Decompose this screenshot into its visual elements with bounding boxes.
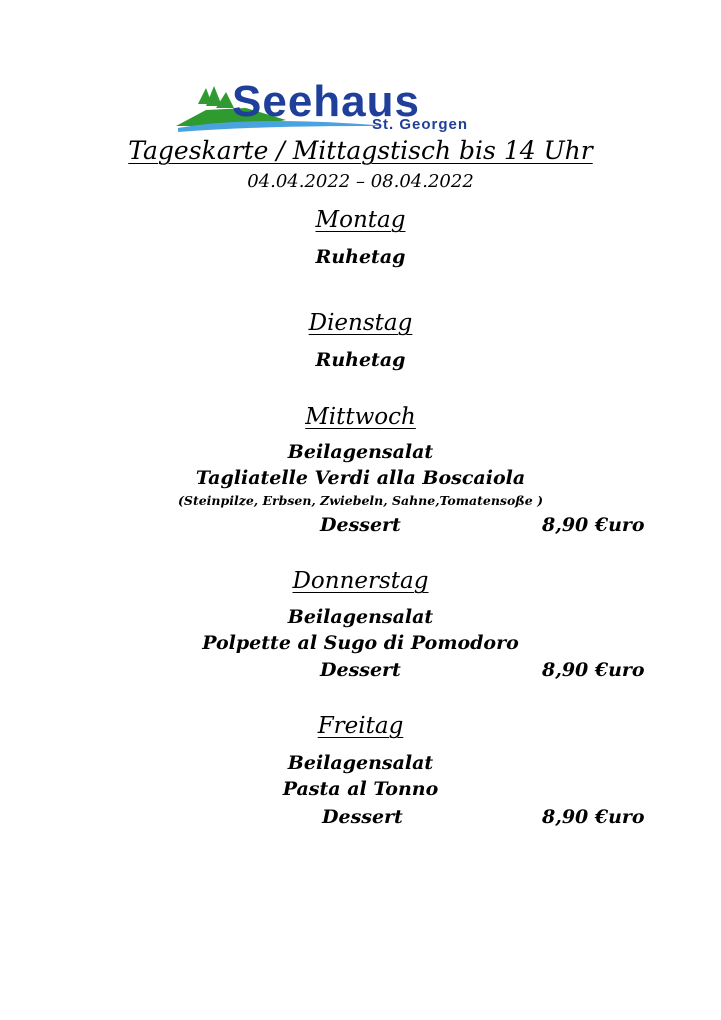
day-name: Freitag: [317, 713, 404, 739]
seehaus-logo: [176, 82, 548, 134]
day-name: Donnerstag: [292, 568, 429, 594]
day-heading-freitag: [0, 711, 721, 741]
day-name: Montag: [315, 207, 406, 233]
menu-item: Ruhetag: [315, 246, 406, 268]
page-title: [0, 134, 721, 168]
menu-item: Ruhetag: [315, 349, 406, 371]
page-title-text: Tageskarte / Mittagstisch bis 14 Uhr: [128, 136, 593, 165]
dessert-row: [0, 804, 721, 830]
day-heading-donnerstag: [0, 566, 721, 596]
date-range: 04.04.2022 – 08.04.2022: [247, 171, 474, 192]
svg-text:St. Georgen: St. Georgen: [372, 116, 469, 133]
dessert-label: Dessert: [322, 806, 403, 828]
menu-item: Beilagensalat: [287, 441, 434, 463]
price: 8,90 €uro: [542, 514, 645, 536]
menu-item: Polpette al Sugo di Pomodoro: [202, 632, 519, 654]
svg-text:Seehaus: Seehaus: [232, 82, 420, 126]
day-name: Mittwoch: [305, 404, 416, 430]
menu-item: Beilagensalat: [287, 752, 434, 774]
day-name: Dienstag: [308, 310, 413, 336]
dessert-row: [0, 657, 721, 683]
dessert-label: Dessert: [320, 659, 401, 681]
menu-item: Pasta al Tonno: [282, 778, 439, 800]
day-heading-mittwoch: [0, 402, 721, 432]
day-heading-montag: [0, 205, 721, 235]
price: 8,90 €uro: [542, 806, 645, 828]
day-heading-dienstag: [0, 308, 721, 338]
menu-item: Beilagensalat: [287, 606, 434, 628]
dessert-label: Dessert: [320, 514, 401, 536]
menu-item: Tagliatelle Verdi alla Boscaiola: [195, 467, 526, 489]
dessert-row: [0, 512, 721, 538]
dish-note: (Steinpilze, Erbsen, Zwiebeln, Sahne,Tomatensoße ): [178, 493, 543, 508]
price: 8,90 €uro: [542, 659, 645, 681]
